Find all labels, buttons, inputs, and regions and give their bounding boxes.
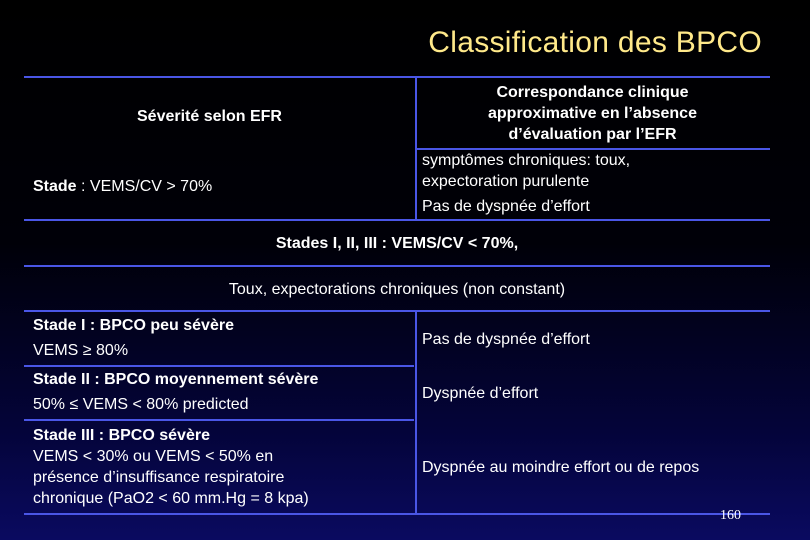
stage-1-clinical: Pas de dyspnée d’effort: [422, 331, 590, 348]
stage-3-clinical: Dyspnée au moindre effort ou de repos: [422, 459, 700, 476]
slide-title: Classification des BPCO: [428, 26, 762, 59]
page-number: 160: [720, 508, 741, 523]
header-left: Séverité selon EFR: [137, 108, 282, 125]
rule-row-2-left: [24, 419, 414, 421]
rule-row-1-left: [24, 365, 414, 367]
rule-under-span-2: [24, 265, 770, 267]
rule-under-span-1: [24, 219, 770, 221]
header-right: Correspondance clinique approximative en l’absence d’évaluation par l’EFR: [488, 84, 697, 143]
column-divider-top: [415, 76, 417, 221]
stade-0-criteria: Stade : VEMS/CV > 70%: [33, 178, 213, 195]
stage-2-clinical: Dyspnée d’effort: [422, 385, 539, 402]
stage-2-criteria: Stade II : BPCO moyennement sévère 50% ≤ VEMS < 80% predicted: [33, 371, 319, 413]
stage-1-criteria: Stade I : BPCO peu sévère VEMS ≥ 80%: [33, 317, 234, 359]
table-bottom-rule: [24, 513, 770, 515]
stade-0-clinical: symptômes chroniques: toux, expectoration purulente Pas de dyspnée d’effort: [422, 152, 631, 215]
table-top-rule: [24, 76, 770, 78]
column-divider-bottom: [415, 310, 417, 515]
span-row-symptoms: Toux, expectorations chroniques (non constant): [228, 281, 566, 298]
span-row-stades: Stades I, II, III : VEMS/CV < 70%,: [275, 235, 519, 252]
rule-under-span-3: [24, 310, 770, 312]
stage-3-criteria: Stade III : BPCO sévère VEMS < 30% ou VEMS < 50% en présence d’insuffisance respiratoire chronique (PaO2 < 60 mm.Hg = 8 kpa): [33, 427, 309, 507]
